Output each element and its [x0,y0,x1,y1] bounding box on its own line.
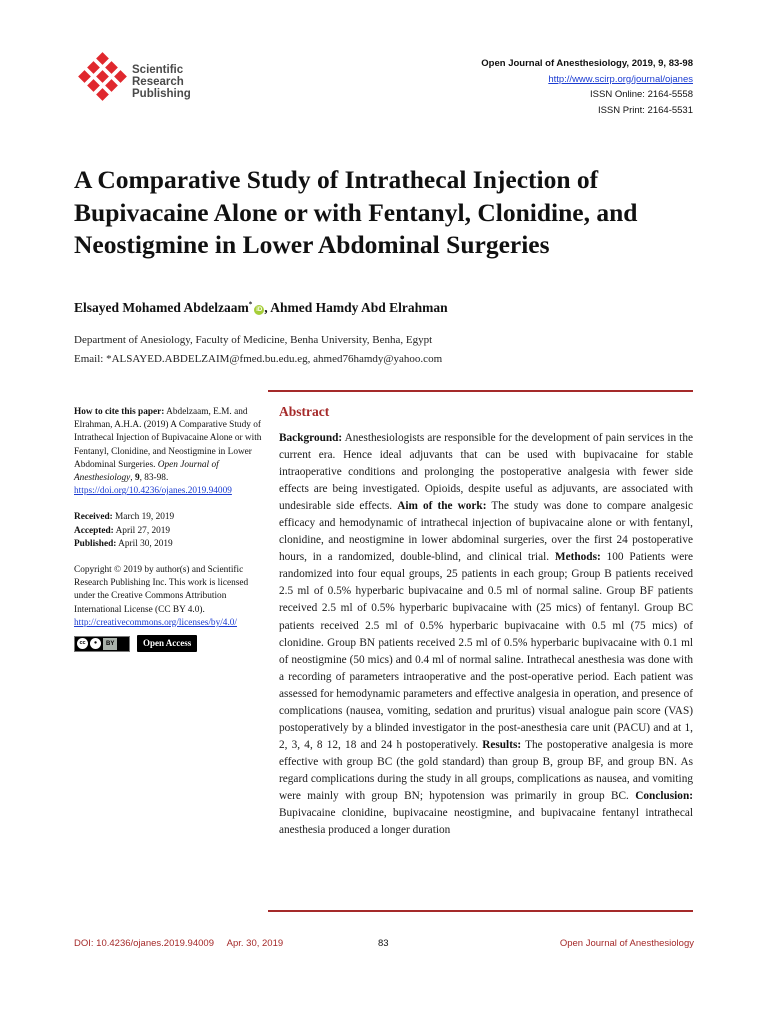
footer-journal: Open Journal of Anesthesiology [559,938,694,949]
open-access-badge: Open Access [137,635,197,652]
publisher-name [132,64,191,100]
license-link[interactable]: http://creativecommons.org/licenses/by/4.0/ [74,617,238,628]
author-2: , Ahmed Hamdy Abd Elrahman [264,300,448,315]
accepted-date: April 27, 2019 [113,525,171,536]
cc-by-label: BY [103,638,117,650]
cite-sep: , [130,473,135,484]
publisher-line-3: Publishing [132,88,191,100]
aim-label: Aim of the work: [397,500,487,513]
aim-text: The study was done to compare analgesic efficacy and hemodynamic of intrathecal injection of bupivacaine alone or with fentanyl, clonidine, and neostigmine in lower abdominal surgeries, over the first 24 postoperative hours, in a randomized, double-blind, and clinical trial. [279,500,694,564]
affiliation-block [74,331,442,369]
abstract-top-rule [268,390,693,392]
footer-doi: DOI: 10.4236/ojanes.2019.94009 Apr. 30, 2019 [74,938,284,949]
abstract-heading: Abstract [279,404,330,419]
publisher-line-1: Scientific [132,64,184,76]
article-sidebar [74,406,262,652]
cite-pages: , 83-98. [139,473,169,484]
received-label: Received: [74,512,113,523]
conclusion-label: Conclusion: [635,789,693,802]
accepted-label: Accepted: [74,525,114,536]
conclusion-text: Bupivacaine clonidine, bupivacaine neostigmine, and bupivacaine fentanyl intrathecal anesthesia produced a longer duration [279,807,693,837]
license-block [74,564,262,652]
attribution-icon: ● [90,638,101,649]
publisher-logo [76,52,206,108]
methods-label: Methods: [554,551,601,564]
orcid-icon[interactable]: iD [256,307,263,313]
corresponding-mark: * [248,300,253,309]
received-date: March 19, 2019 [112,512,175,523]
methods-text: 100 Patients were randomized into four equal groups, 25 patients in each group; Group B patients received 2.5 ml of 0.5% hyperbaric bupivacaine and 0.5 ml of normal saline. Group BF patients received 2.5 ml of 0.5% hyperbaric bupivacaine with (25 mics) of fentanyl. Group BC patients received 2.5 ml of 0.5% hyperbaric bupivacaine with 0.5 ml (75 mics) of clonidine. Group BN patients received 2.5 ml of 0.5% hyperbaric bupivacaine with 0.1 ml of neostigmine (50 mics) and 0.4 ml of normal saline. Intrathecal anesthesia was done with a recording of parameters intraoperative and the post-operative period. Each patient was assessed for hemodynamic parameters and effective analgesia in operation, and presence of complications (nausea, vomiting, sedation and pruritus) visual analogue pain score (VAS) postoperatively by a blinded investigator in the post-anesthesia care unit (PACU) and at 1, 2, 3, 4, 8 12, 18 and 24 h postoperatively. [279,551,693,751]
affiliation: Department of Anesiology, Faculty of Medicine, Benha University, Benha, Egypt [74,334,433,346]
publisher-line-2: Research [132,76,184,88]
copyright-text: Copyright © 2019 by author(s) and Scientific Research Publishing Inc. This work is licensed under the Creative Commons Attribution International License (CC BY 4.0). [74,565,249,615]
results-text: The postoperative analgesia is more effective with group BC (the gold standard) than group B, group BF, and group BN. As regard complications during the study in all groups, complications as nausea, and vomiting were mainly with group BN; hypotension was primarily in group BC. [279,738,693,802]
publisher-logo-mark [76,52,130,108]
page-number: 83 [378,938,389,949]
abstract-bottom-rule [268,910,693,912]
published-date: April 30, 2019 [116,538,173,549]
cc-by-badge[interactable] [74,636,130,652]
cc-icon: cc [77,638,88,649]
results-label: Results: [482,738,522,751]
published-label: Published: [74,538,117,549]
abstract-body [279,430,693,839]
paper-title: A Comparative Study of Intrathecal Injection of Bupivacaine Alone or with Fentanyl, Clonidine, and Neostigmine in Lower Abdominal Surgeries [74,165,638,259]
issn-online: ISSN Online: 2164-5558 [590,89,693,100]
author-1: Elsayed Mohamed Abdelzaam [74,300,249,315]
journal-info [481,56,693,118]
citation-block [74,406,262,498]
background-text: Anesthesiologists are responsible for the development of pain services in the current era. Hence ideal adjuvants that can be used with bupivacaine for stable intraoperative conditions and prolonging the postoperative analgesia with fewer side effects are being investigated. Opioids, despite useful as adjuvants, are associated with undesirable side effects. [279,432,693,513]
cite-label: How to cite this paper: [74,407,165,417]
issn-print: ISSN Print: 2164-5531 [597,104,693,116]
cite-text: Abdelzaam, E.M. and Elrahman, A.H.A. (2019) A Comparative Study of Intrathecal Injection of Bupivacaine Alone or with Fentanyl, Clonidine, and Neostigmine in Lower Abdominal Surgeries. [74,407,262,470]
license-badges [74,635,262,652]
cite-journal: Open Journal of Anesthesiology [74,459,219,484]
cite-doi-link[interactable]: https://doi.org/10.4236/ojanes.2019.94009 [74,486,232,497]
cite-volume: 9 [134,473,140,484]
dates-block [74,511,262,551]
journal-citation: Open Journal of Anesthesiology, 2019, 9, 83-98 [481,58,693,69]
email-line: Email: *ALSAYED.ABDELZAIM@fmed.bu.edu.eg, ahmed76hamdy@yahoo.com [74,353,443,365]
journal-url-link[interactable]: http://www.scirp.org/journal/ojanes [548,73,693,85]
background-label: Background: [279,432,343,444]
author-list [74,300,448,316]
